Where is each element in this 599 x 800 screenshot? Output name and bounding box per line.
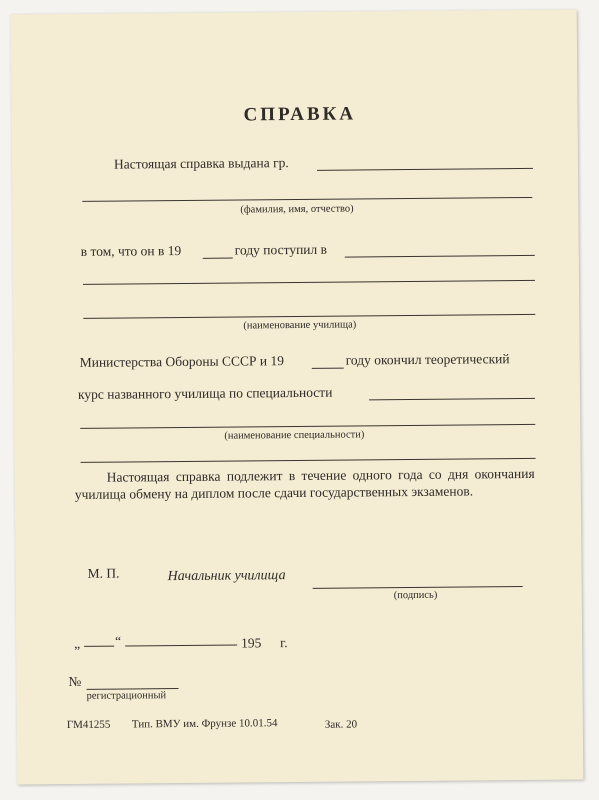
graduated-label: году окончил теоретический	[345, 351, 510, 368]
signature-line[interactable]	[313, 586, 523, 589]
signature-caption: (подпись)	[393, 589, 438, 602]
date-year-suffix: г.	[280, 635, 288, 651]
school-caption: (наименование училища)	[243, 319, 357, 332]
date-month-line[interactable]	[125, 645, 237, 647]
course-label: курс названного училища по специальности	[77, 384, 333, 402]
specialty-line-2[interactable]	[80, 424, 535, 429]
specialty-line-3[interactable]	[81, 458, 536, 463]
exchange-paragraph: Настоящая справка подлежит в течение одного года со дня окончания училища обмену на диплом после сдачи государственных экзаменов.	[74, 465, 535, 502]
chief-label: Начальник училища	[167, 568, 286, 585]
document-title: СПРАВКА	[243, 103, 357, 126]
date-day-line[interactable]	[84, 646, 114, 647]
specialty-caption: (наименование специальности)	[224, 429, 365, 442]
print-info: Тип. ВМУ им. Фрунзе 10.01.54	[131, 717, 278, 731]
school-line-1[interactable]	[83, 280, 535, 285]
ministry-label: Министерства Обороны СССР и 19	[79, 353, 285, 370]
school-line-2[interactable]	[83, 314, 535, 319]
date-open-quote: „	[74, 635, 81, 651]
certificate-sheet	[11, 10, 584, 785]
date-close-quote: “	[115, 633, 122, 649]
registration-caption: регистрационный	[86, 690, 167, 702]
fio-caption: (фамилия, имя, отчество)	[240, 203, 354, 216]
admitted-label-b: году поступил в	[234, 241, 328, 258]
admitted-label-a: в том, что он в 19	[80, 243, 182, 259]
specialty-line-1[interactable]	[369, 398, 535, 400]
issued-to-label: Настоящая справка выдана гр.	[113, 155, 289, 172]
issued-to-line[interactable]	[317, 168, 533, 171]
stamp-place-label: М. П.	[87, 565, 120, 581]
form-code: ГМ41255	[66, 718, 111, 732]
date-year: 195	[241, 635, 262, 651]
order-number: Зак. 20	[324, 718, 358, 731]
admitted-school-line[interactable]	[345, 255, 535, 258]
graduation-year-line[interactable]	[312, 368, 344, 369]
admission-year-line[interactable]	[203, 258, 233, 259]
fio-line[interactable]	[82, 197, 532, 202]
number-sign: №	[68, 673, 82, 690]
